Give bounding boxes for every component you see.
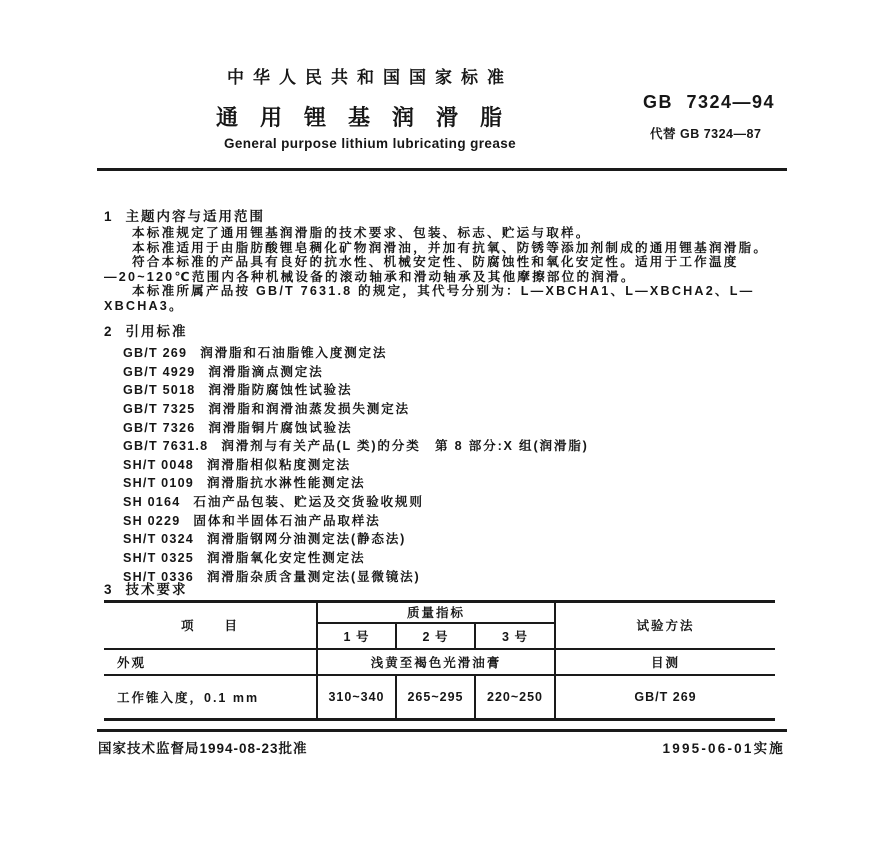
table-cell-appearance-item: 外观: [104, 649, 317, 675]
reference-title: 固体和半固体石油产品取样法: [193, 513, 381, 528]
reference-code: GB/T 7631.8: [123, 439, 209, 454]
section-2-heading: [104, 320, 188, 340]
section-3-heading: [104, 578, 188, 598]
reference-item: [123, 379, 589, 398]
reference-item: [123, 435, 589, 454]
section-1-title: 主题内容与适用范围: [125, 209, 266, 224]
table-header-item: 项 目: [104, 602, 317, 649]
reference-code: SH/T 0324: [123, 532, 195, 547]
reference-item: [123, 472, 589, 491]
section-1-heading: [104, 205, 265, 225]
section-1-number: 1: [104, 209, 112, 224]
body-line: 本标准所属产品按 GB/T 7631.8 的规定，其代号分别为：L—XBCHA1、L—XBCHA2、L—: [132, 284, 755, 299]
reference-title: 润滑脂相似粘度测定法: [207, 457, 351, 472]
table-cell-penetration-grade3: 220~250: [475, 675, 555, 720]
reference-code: SH/T 0336: [123, 569, 195, 584]
body-line: 本标准适用于由脂肪酸锂皂稠化矿物润滑油，并加有抗氧、防锈等添加剂制成的通用锂基润滑脂。: [132, 240, 769, 255]
reference-code: SH/T 0325: [123, 551, 195, 566]
reference-item: [123, 454, 589, 473]
section-3-title: 技术要求: [125, 582, 188, 597]
reference-code: SH/T 0109: [123, 476, 195, 491]
reference-code: GB/T 5018: [123, 383, 196, 398]
replaces-note: 代替 GB 7324—87: [650, 127, 762, 141]
implementation-note: 1995-06-01实施: [662, 741, 785, 756]
standard-title-en: General purpose lithium lubricating grease: [223, 136, 517, 151]
spec-table: [104, 600, 775, 721]
section-1-body: [104, 226, 804, 314]
standard-number: GB 7324—94: [643, 92, 776, 112]
table-header-grade-2: 2 号: [396, 623, 475, 649]
reference-title: 石油产品包装、贮运及交货验收规则: [193, 495, 424, 510]
reference-code: GB/T 7325: [123, 401, 196, 416]
reference-item: [123, 510, 589, 529]
reference-item: [123, 398, 589, 417]
section-3-number: 3: [104, 582, 112, 597]
reference-title: 润滑脂钢网分油测定法(静态法): [207, 532, 407, 547]
reference-item: [123, 547, 589, 566]
reference-list: [123, 342, 589, 584]
reference-title: 润滑脂和润滑油蒸发损失测定法: [208, 401, 410, 416]
table-cell-penetration-method: GB/T 269: [555, 675, 775, 720]
table-cell-appearance-method: 目测: [555, 649, 775, 675]
footer-divider: [97, 729, 787, 732]
reference-code: GB/T 4929: [123, 364, 196, 379]
reference-item: [123, 342, 589, 361]
reference-title: 润滑脂和石油脂锥入度测定法: [200, 346, 388, 360]
header-divider: [97, 168, 787, 171]
reference-title: 润滑脂杂质含量测定法(显微镜法): [207, 569, 421, 584]
table-cell-appearance-value: 浅黄至褐色光滑油膏: [317, 649, 555, 675]
reference-title: 润滑脂滴点测定法: [208, 364, 324, 379]
table-header-quality: 质量指标: [317, 602, 555, 623]
section-2-title: 引用标准: [125, 324, 188, 339]
table-header-method: 试验方法: [555, 602, 775, 649]
body-line: —20~120℃范围内各种机械设备的滚动轴承和滑动轴承及其他摩擦部位的润滑。: [104, 269, 636, 284]
reference-title: 润滑剂与有关产品(L 类)的分类 第 8 部分:X 组(润滑脂): [221, 439, 589, 454]
reference-code: SH 0164: [123, 495, 181, 510]
table-header-grade-3: 3 号: [475, 623, 555, 649]
reference-code: GB/T 269: [123, 346, 188, 360]
table-cell-penetration-item: 工作锥入度，0.1 mm: [104, 675, 317, 720]
table-header-grade-1: 1 号: [317, 623, 396, 649]
section-2-number: 2: [104, 324, 112, 339]
body-line: 符合本标准的产品具有良好的抗水性、机械安定性、防腐蚀性和氧化安定性。适用于工作温度: [132, 255, 739, 270]
reference-code: GB/T 7326: [123, 420, 196, 435]
reference-item: [123, 417, 589, 436]
reference-title: 润滑脂氧化安定性测定法: [207, 551, 366, 566]
reference-item: [123, 566, 589, 585]
reference-title: 润滑脂抗水淋性能测定法: [207, 476, 366, 491]
reference-code: SH/T 0048: [123, 457, 195, 472]
approval-note: 国家技术监督局1994-08-23批准: [98, 741, 308, 756]
table-cell-penetration-grade1: 310~340: [317, 675, 396, 720]
standard-org-title: 中华人民共和国国家标准: [227, 68, 513, 87]
standard-title-cn: 通用锂基润滑脂: [215, 105, 524, 130]
reference-code: SH 0229: [123, 513, 181, 528]
body-line: 本标准规定了通用锂基润滑脂的技术要求、包装、标志、贮运与取样。: [132, 226, 591, 240]
table-cell-penetration-grade2: 265~295: [396, 675, 475, 720]
reference-title: 润滑脂铜片腐蚀试验法: [208, 420, 353, 435]
reference-item: [123, 528, 589, 547]
body-line: XBCHA3。: [104, 298, 184, 313]
reference-item: [123, 361, 589, 380]
reference-title: 润滑脂防腐蚀性试验法: [208, 383, 353, 398]
reference-item: [123, 491, 589, 510]
